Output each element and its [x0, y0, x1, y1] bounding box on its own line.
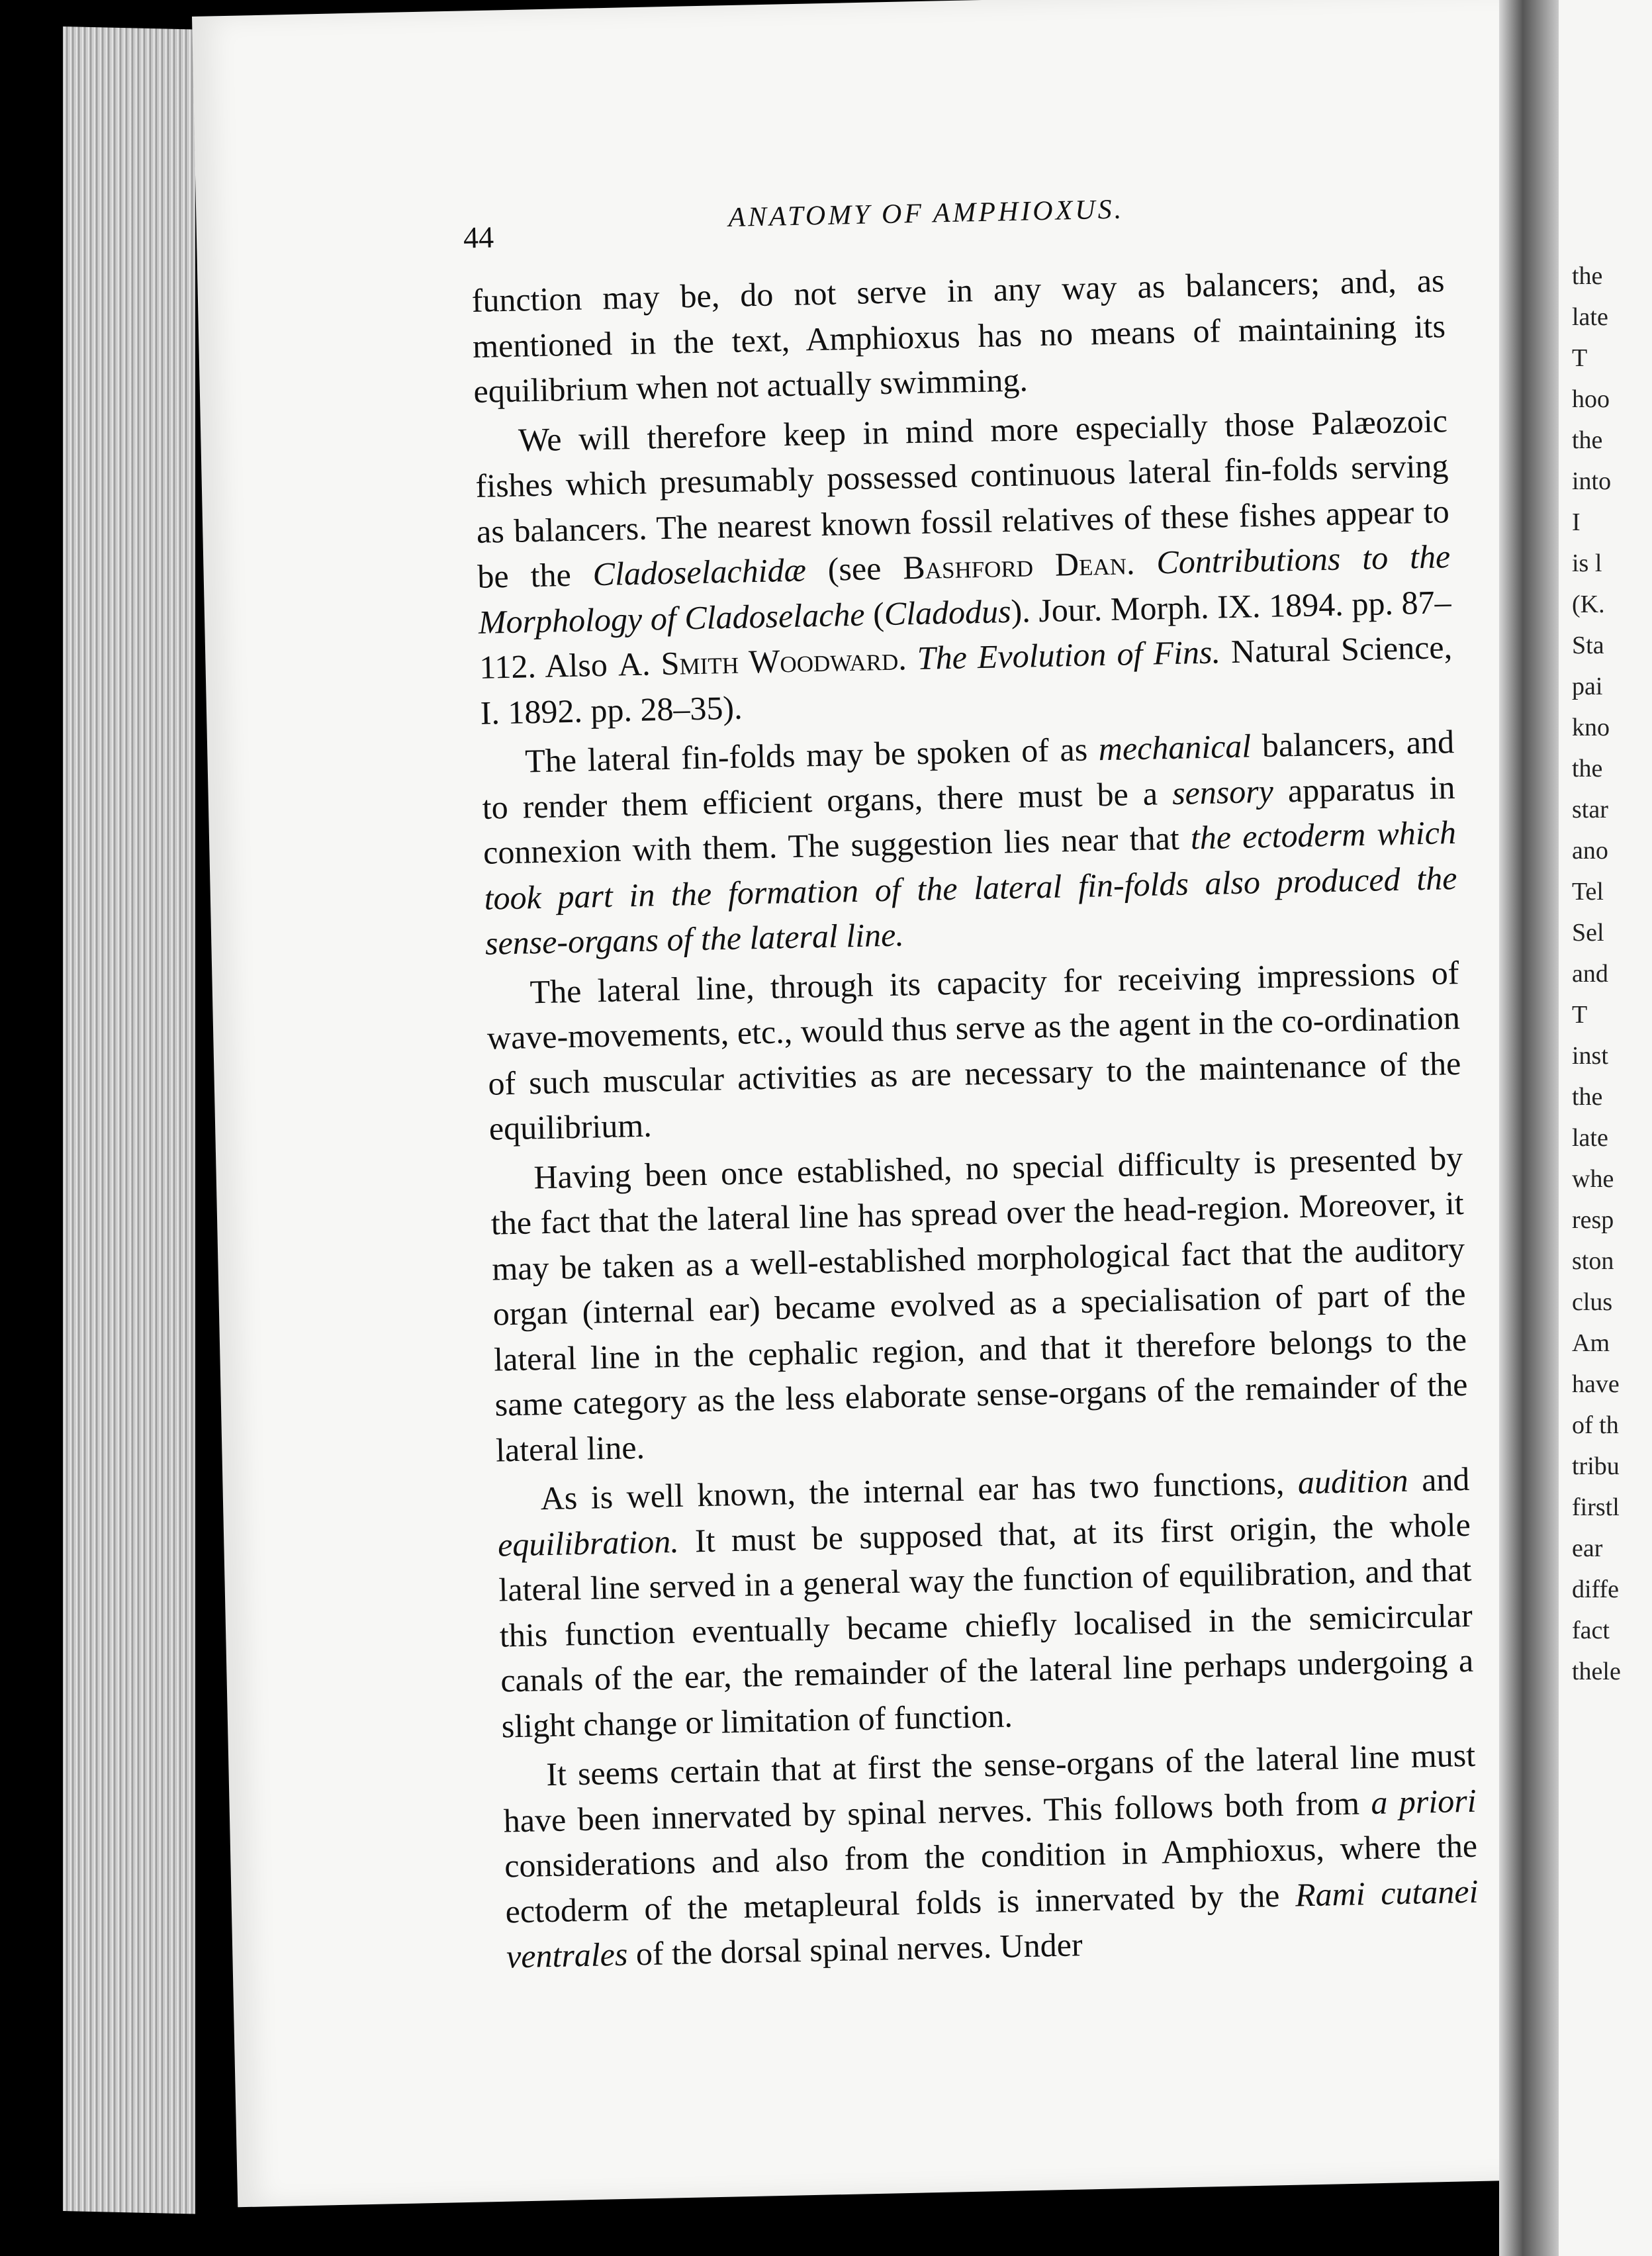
italic-text: mechanical: [1098, 727, 1252, 768]
page-edges: [63, 26, 195, 2214]
paragraph: [486, 949, 1462, 1151]
paragraph: [474, 398, 1453, 735]
paragraph: [490, 1135, 1469, 1472]
paragraph: [496, 1456, 1475, 1749]
italic-text: audition: [1297, 1461, 1409, 1501]
text-run: (see: [805, 549, 903, 588]
text-run: It must be supposed that, at its first origin, the whole lateral line served in a general way the function of equilibration, and that this function eventually became chiefly localised in the semicircular canals of the ear, the remainder of the lateral line perhaps undergoing a slight change or limitation of function.: [498, 1505, 1474, 1745]
facing-page-line-fragment: late: [1572, 1124, 1608, 1152]
italic-text: Cladoselachidæ: [592, 551, 807, 593]
facing-page-line-fragment: tribu: [1572, 1452, 1620, 1480]
facing-page-line-fragment: is l: [1572, 549, 1602, 577]
page-number: 44: [463, 220, 494, 255]
facing-page-line-fragment: the: [1572, 262, 1603, 290]
text-run: of the dorsal spinal nerves. Under: [627, 1926, 1083, 1973]
body-text: [471, 258, 1480, 1983]
facing-page-line-fragment: the: [1572, 755, 1603, 782]
small-caps-text: A. Smith Woodward.: [618, 639, 907, 683]
text-run: Natural Science, I. 1892. pp. 28–35).: [480, 628, 1453, 731]
text-run: Having been once established, no special difficulty is presented by the fact that the lateral line has spread over the head-region. Moreover, it may be taken as a well-established morphological fact that the auditory organ (internal ear) became evolved as a specialisation of part of the lateral line in the cephalic region, and that it therefore belongs to the same category as the less elaborate sense-organs of the remainder of the lateral line.: [490, 1139, 1468, 1469]
text-run: considerations and also from the condition in Amphioxus, where the ectoderm of the metapleural folds is innervated by the: [504, 1826, 1478, 1930]
facing-page-line-fragment: whe: [1572, 1165, 1614, 1193]
small-caps-text: Bashford Dean.: [902, 544, 1136, 587]
facing-page-line-fragment: inst: [1572, 1042, 1608, 1070]
facing-page-line-fragment: T: [1572, 344, 1588, 372]
text-run: The lateral line, through its capacity for receiving impressions of wave-movements, etc., would thus serve as the agent in the co-ordination of such muscular activities as are necessary to the maintenance of the equilibrium.: [486, 953, 1461, 1147]
facing-page-line-fragment: T: [1572, 1001, 1588, 1029]
text-run: balancers, and to render them efficient organs, there must be a: [482, 723, 1455, 826]
paragraph: [502, 1732, 1480, 1979]
facing-page: [1559, 0, 1652, 2256]
facing-page-line-fragment: ano: [1572, 837, 1608, 865]
facing-page-line-fragment: ear: [1572, 1534, 1603, 1562]
facing-page-line-fragment: kno: [1572, 714, 1610, 741]
italic-text: the ectoderm which took part in the formation of the lateral fin-folds also produced the sense-organs of the lateral line.: [484, 814, 1457, 962]
facing-page-line-fragment: firstl: [1572, 1493, 1620, 1521]
italic-text: The Evolution of Fins.: [917, 633, 1221, 677]
italic-text: equilibration.: [497, 1522, 680, 1564]
text-run: We will therefore keep in mind more especially those Palæozoic fishes which presumably possessed continuous lateral fin-folds serving as balancers. The nearest known fossil relatives of these fishes appear to be the: [475, 401, 1450, 595]
italic-text: Contributions to the Morphology of Cladoselache: [478, 538, 1451, 641]
facing-page-line-fragment: Sta: [1572, 632, 1604, 659]
facing-page-line-fragment: pai: [1572, 673, 1603, 700]
italic-text: Cladodus: [884, 592, 1012, 632]
text-run: and: [1407, 1460, 1470, 1499]
italic-text: a priori: [1370, 1781, 1477, 1821]
facing-page-line-fragment: hoo: [1572, 385, 1610, 413]
text-run: The lateral fin-folds may be spoken of as: [524, 730, 1099, 780]
facing-page-line-fragment: resp: [1572, 1206, 1614, 1234]
paragraph: [481, 719, 1459, 966]
text-run: As is well known, the internal ear has two functions,: [540, 1464, 1299, 1517]
facing-page-line-fragment: Am: [1572, 1329, 1610, 1357]
facing-page-line-fragment: thele: [1572, 1658, 1621, 1685]
paragraph: [471, 258, 1447, 414]
italic-text: sensory: [1171, 772, 1274, 812]
facing-page-line-fragment: ston: [1572, 1247, 1614, 1275]
text-run: ). Jour. Morph. IX. 1894. pp. 87–112. Also: [479, 583, 1452, 686]
facing-page-line-fragment: (K.: [1572, 590, 1605, 618]
text-run: (: [864, 594, 885, 633]
text-run: [906, 639, 917, 677]
facing-page-line-fragment: of th: [1572, 1411, 1619, 1439]
facing-page-line-fragment: the: [1572, 426, 1603, 454]
running-title: ANATOMY OF AMPHIOXUS.: [728, 194, 1124, 233]
facing-page-line-fragment: the: [1572, 1083, 1603, 1111]
text-run: [1134, 543, 1157, 581]
facing-page-line-fragment: diffe: [1572, 1575, 1620, 1603]
facing-page-line-fragment: and: [1572, 960, 1608, 988]
text-run: apparatus in connexion with them. The suggestion lies near that: [482, 768, 1456, 871]
facing-page-line-fragment: Sel: [1572, 919, 1604, 947]
facing-page-line-fragment: Tel: [1572, 878, 1604, 906]
book-gutter: [1499, 0, 1559, 2256]
text-run: It seems certain that at first the sense-organs of the lateral line must have been innervated by spinal nerves. This follows both from: [503, 1736, 1476, 1839]
facing-page-line-fragment: into: [1572, 467, 1612, 495]
italic-text: Rami cutanei ventrales: [506, 1872, 1479, 1975]
facing-page-line-fragment: have: [1572, 1370, 1620, 1398]
facing-page-line-fragment: fact: [1572, 1617, 1610, 1644]
text-run: function may be, do not serve in any way as balancers; and, as mentioned in the text, Amphioxus has no means of maintaining its equilibrium when not actually swimming.: [471, 261, 1446, 410]
facing-page-line-fragment: I: [1572, 508, 1581, 536]
facing-page-line-fragment: clus: [1572, 1288, 1613, 1316]
facing-page-line-fragment: late: [1572, 303, 1608, 331]
facing-page-line-fragment: star: [1572, 796, 1608, 823]
